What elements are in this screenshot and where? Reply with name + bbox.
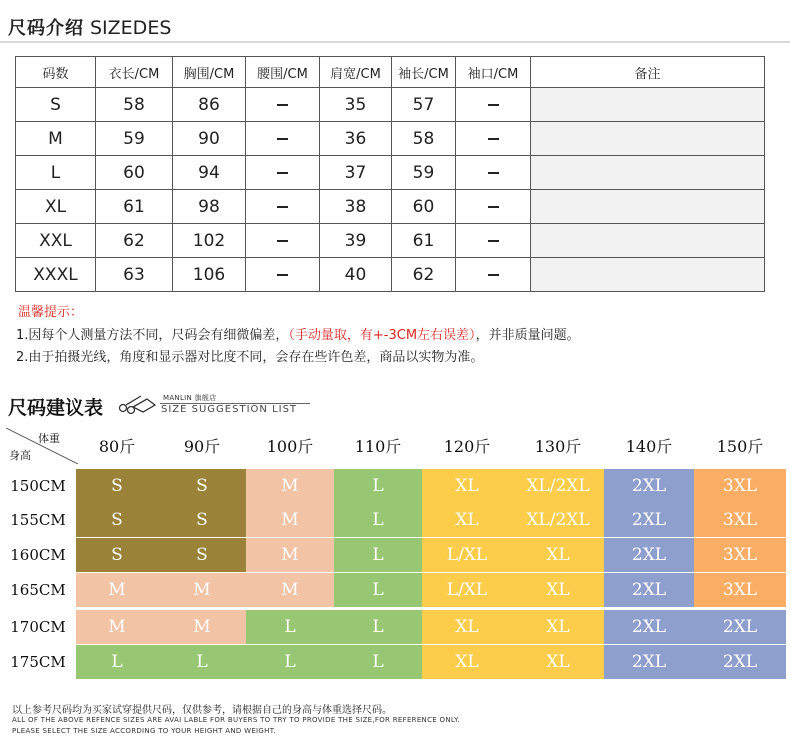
size-table-cell: 60 [392, 190, 456, 224]
size-suggestion-cell: 3XL [694, 503, 786, 537]
size-table-cell: 35 [320, 88, 392, 122]
size-suggestion-cell: M [246, 503, 334, 537]
dash-mark [277, 206, 288, 208]
size-suggestion-cell: S [76, 503, 158, 537]
size-table-cell: 36 [320, 122, 392, 156]
size-table-row [16, 122, 765, 156]
size-table-remark-cell [531, 156, 765, 190]
scissors-logo-icon [117, 393, 157, 415]
size-table-cell: 86 [173, 88, 246, 122]
size-table-cell: 62 [96, 224, 173, 258]
size-suggestion-cell: 2XL [604, 469, 694, 503]
size-suggestion-cell: 3XL [694, 573, 786, 607]
size-table-cell: 106 [173, 258, 246, 292]
size-suggestion-cell: XL [422, 503, 512, 537]
height-header: 170CM [10, 618, 66, 636]
size-table-cell: L [16, 156, 96, 190]
col-header-size: 码数 [16, 57, 96, 88]
size-suggestion-cell: L [334, 610, 422, 644]
size-suggestion-cell: L [334, 538, 422, 572]
size-table-cell [246, 224, 320, 258]
size-suggestion-cell: XL [512, 645, 604, 679]
dash-mark [488, 240, 499, 242]
size-suggestion-cell: 2XL [604, 610, 694, 644]
size-suggestion-cell: 2XL [604, 503, 694, 537]
size-suggestion-cell: S [158, 503, 246, 537]
size-table-cell: 61 [392, 224, 456, 258]
weight-header: 80斤 [98, 437, 136, 456]
weight-header: 110斤 [354, 437, 402, 456]
tip-1-end: ，并非质量问题。 [475, 328, 580, 343]
size-suggestion-cell: 2XL [604, 573, 694, 607]
size-table-cell [246, 88, 320, 122]
size-table-cell: 59 [392, 156, 456, 190]
size-table-cell: 102 [173, 224, 246, 258]
size-suggestion-cell: XL/2XL [512, 469, 604, 503]
size-table-row [16, 88, 765, 122]
size-suggestion-cell: S [158, 469, 246, 503]
col-header-shoulder: 肩宽/CM [320, 57, 392, 88]
corner-weight-label: 体重 [38, 432, 60, 445]
size-suggestion-cell: L [334, 469, 422, 503]
tip-1-highlight: （手动量取，有+-3CM左右误差） [288, 328, 476, 343]
size-table-cell [456, 258, 531, 292]
size-table-cell: 37 [320, 156, 392, 190]
dash-mark [277, 104, 288, 106]
size-table-cell: 58 [96, 88, 173, 122]
size-table-cell: 39 [320, 224, 392, 258]
size-suggestion-cell: M [246, 573, 334, 607]
size-table-cell: 60 [96, 156, 173, 190]
height-header: 165CM [10, 581, 66, 599]
header-divider [0, 41, 790, 43]
tip-2: 2.由于拍摄光线，角度和显示器对比度不同，会存在些许色差，商品以实物为准。 [16, 350, 484, 365]
dash-mark [488, 206, 499, 208]
size-table-cell [246, 122, 320, 156]
size-suggestion-cell: M [76, 573, 158, 607]
size-suggestion-cell: S [76, 538, 158, 572]
dash-mark [488, 138, 499, 140]
size-intro-title [8, 14, 171, 40]
size-table-cell [246, 190, 320, 224]
size-suggestion-cell: 2XL [604, 645, 694, 679]
height-header: 175CM [10, 653, 66, 671]
size-suggestion-cell: M [246, 469, 334, 503]
size-table-cell [456, 156, 531, 190]
size-table-cell [456, 224, 531, 258]
weight-header: 150斤 [716, 437, 764, 456]
size-suggestion-cell: XL [512, 538, 604, 572]
size-intro-title-en: SIZEDES [90, 17, 172, 39]
size-table-cell [246, 156, 320, 190]
footer-note-en-1: ALL OF THE ABOVE REFENCE SIZES ARE AVAI LABLE FOR BUYERS TO TRY TO PROVIDE THE SIZE,FOR REFERENCE ONLY. [12, 716, 460, 724]
size-suggestion-cell: 3XL [694, 469, 786, 503]
size-suggestion-cell: L/XL [422, 538, 512, 572]
size-suggestion-cell: XL [422, 610, 512, 644]
size-suggestion-title: 尺码建议表 [8, 397, 104, 419]
size-intro-header [0, 0, 790, 46]
footer-note-en-2: PLEASE SELECT THE SIZE ACCORDING TO YOUR HEIGHT AND WEIGHT. [12, 727, 276, 735]
dash-mark [488, 104, 499, 106]
weight-header: 130斤 [534, 437, 582, 456]
size-table-row [16, 190, 765, 224]
size-table-cell: 58 [392, 122, 456, 156]
size-table-remark-cell [531, 122, 765, 156]
size-table-row [16, 156, 765, 190]
size-suggestion-cell: L [334, 645, 422, 679]
size-suggestion-cell: XL [512, 610, 604, 644]
dash-mark [277, 240, 288, 242]
dash-mark [277, 172, 288, 174]
size-suggestion-subtitle: SIZE SUGGESTION LIST [161, 404, 298, 415]
weight-header: 100斤 [266, 437, 314, 456]
size-table-cell: 40 [320, 258, 392, 292]
weight-header: 90斤 [183, 437, 221, 456]
brand-label: MANLIN 旗舰店 [163, 394, 217, 402]
size-suggestion-cell: S [158, 538, 246, 572]
dash-mark [488, 274, 499, 276]
size-table-cell: 90 [173, 122, 246, 156]
tip-1 [16, 324, 580, 343]
col-header-length: 衣长/CM [96, 57, 173, 88]
size-table-cell: 38 [320, 190, 392, 224]
size-suggestion-cell: L [158, 645, 246, 679]
col-header-waist: 腰围/CM [246, 57, 320, 88]
size-suggestion-cell: L [246, 610, 334, 644]
size-suggestion-cell: M [246, 538, 334, 572]
size-table-cell: 98 [173, 190, 246, 224]
size-table-cell: S [16, 88, 96, 122]
size-suggestion-cell: L [334, 503, 422, 537]
size-table-cell: 61 [96, 190, 173, 224]
size-intro-title-cn: 尺码介绍 [8, 18, 84, 39]
size-suggestion-cell: M [76, 610, 158, 644]
size-table-cell: M [16, 122, 96, 156]
size-table-row [16, 258, 765, 292]
col-header-cuff: 袖口/CM [456, 57, 531, 88]
size-suggestion-cell: XL/2XL [512, 503, 604, 537]
size-table-cell: XL [16, 190, 96, 224]
height-header: 150CM [10, 477, 66, 495]
height-header: 155CM [10, 511, 66, 529]
size-suggestion-cell: L [76, 645, 158, 679]
size-suggestion-cell: XL [422, 645, 512, 679]
size-table-cell: XXL [16, 224, 96, 258]
size-suggestion-cell: L [334, 573, 422, 607]
size-table-cell: XXXL [16, 258, 96, 292]
size-suggestion-cell: L [246, 645, 334, 679]
size-table-cell: 62 [392, 258, 456, 292]
size-suggestion-cell: 2XL [694, 610, 786, 644]
size-table-cell [456, 88, 531, 122]
size-suggestion-cell: XL [512, 573, 604, 607]
dash-mark [488, 172, 499, 174]
tips-title: 温馨提示： [18, 305, 84, 320]
size-suggestion-cell: M [158, 573, 246, 607]
size-table-remark-cell [531, 190, 765, 224]
footer-note-cn: 以上参考尺码均为买家试穿提供尺码，仅供参考，请根据自己的身高与体重选择尺码。 [12, 705, 392, 716]
size-table-cell [246, 258, 320, 292]
tip-1-text: 1.因每个人测量方法不同，尺码会有细微偏差， [16, 328, 289, 343]
corner-height-label: 身高 [9, 449, 31, 462]
size-suggestion-cell: 3XL [694, 538, 786, 572]
size-table-cell [456, 190, 531, 224]
size-table-cell [456, 122, 531, 156]
col-header-sleeve: 袖长/CM [392, 57, 456, 88]
size-suggestion-cell: S [76, 469, 158, 503]
size-table-remark-cell [531, 224, 765, 258]
size-suggestion-cell: M [158, 610, 246, 644]
size-suggestion-cell: 2XL [694, 645, 786, 679]
col-header-chest: 胸围/CM [173, 57, 246, 88]
size-suggestion-cell: 2XL [604, 538, 694, 572]
size-table-cell: 63 [96, 258, 173, 292]
height-header: 160CM [10, 546, 66, 564]
size-suggestion-cell: L/XL [422, 573, 512, 607]
size-table [15, 56, 765, 292]
size-table-header-row [16, 57, 765, 88]
weight-header: 140斤 [625, 437, 673, 456]
col-header-remark: 备注 [531, 57, 765, 88]
size-table-row [16, 224, 765, 258]
size-table-remark-cell [531, 88, 765, 122]
size-table-remark-cell [531, 258, 765, 292]
dash-mark [277, 138, 288, 140]
weight-header: 120斤 [443, 437, 491, 456]
size-suggestion-cell: XL [422, 469, 512, 503]
size-table-cell: 57 [392, 88, 456, 122]
size-table-cell: 94 [173, 156, 246, 190]
dash-mark [277, 274, 288, 276]
size-table-cell: 59 [96, 122, 173, 156]
